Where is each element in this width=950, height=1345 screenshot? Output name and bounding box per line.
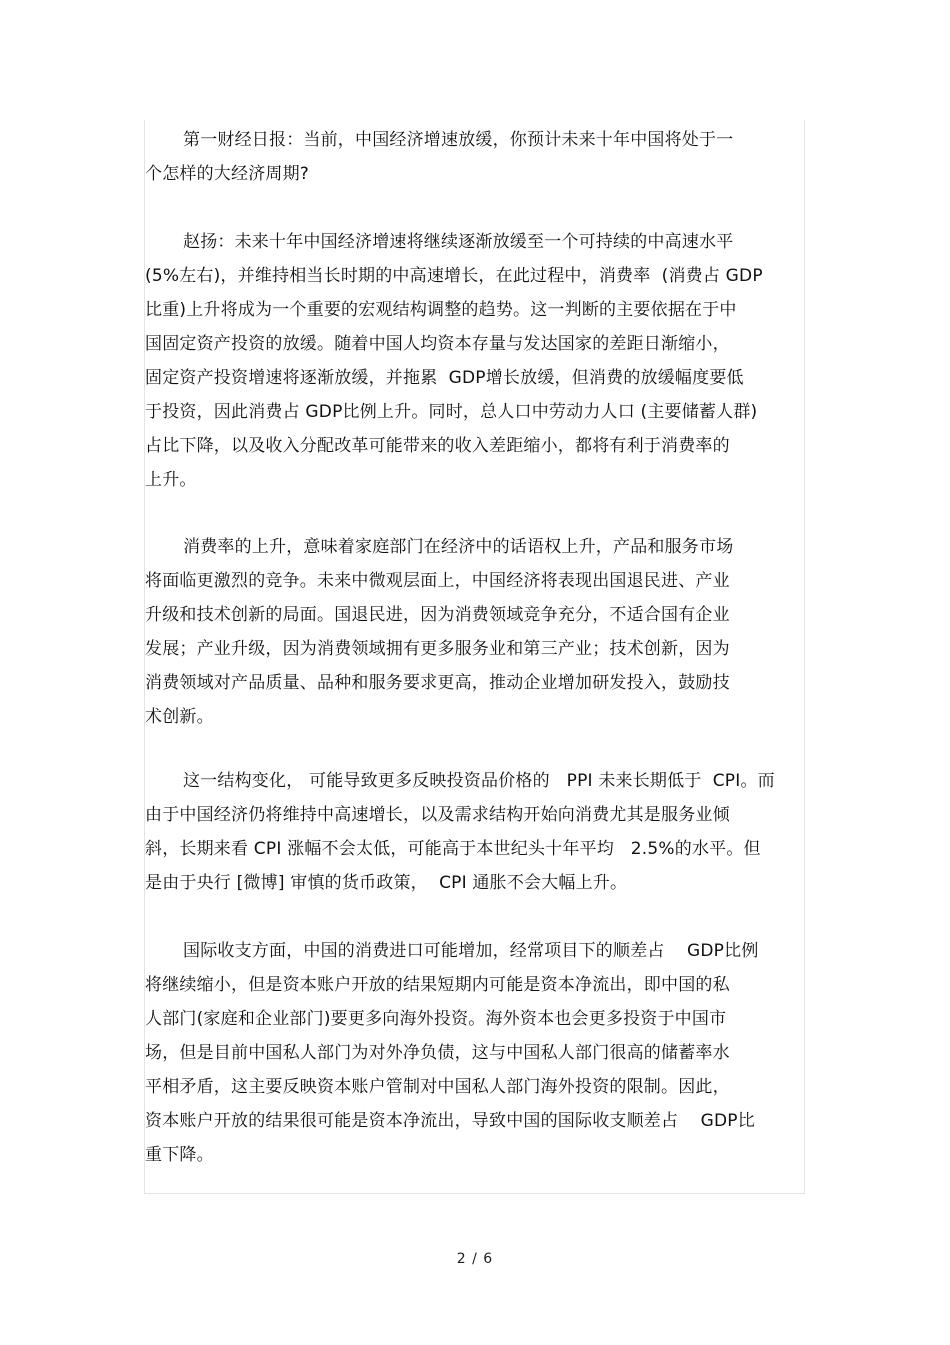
- paragraph-2-line: 国固定资产投资的放缓。随着中国人均资本存量与发达国家的差距日渐缩小，: [145, 334, 730, 354]
- paragraph-2-line: 赵扬：未来十年中国经济增速将继续逐渐放缓至一个可持续的中高速水平: [183, 232, 734, 252]
- paragraph-4-line: 这一结构变化， 可能导致更多反映投资品价格的 PPI 未来长期低于 CPI。而: [183, 771, 775, 791]
- paragraph-5-line: 平相矛盾，这主要反映资本账户管制对中国私人部门海外投资的限制。因此，: [145, 1077, 730, 1097]
- paragraph-1-line: 个怎样的大经济周期?: [145, 164, 310, 184]
- paragraph-5-line: 国际收支方面，中国的消费进口可能增加，经常项目下的顺差占 GDP比例: [183, 941, 759, 961]
- paragraph-5-line: 资本账户开放的结果很可能是资本净流出，导致中国的国际收支顺差占 GDP比: [145, 1111, 755, 1131]
- page-indicator: 2 / 6: [456, 1251, 494, 1267]
- paragraph-1-line: 第一财经日报：当前，中国经济增速放缓，你预计未来十年中国将处于一: [183, 130, 734, 150]
- paragraph-2-line: 固定资产投资增速将逐渐放缓，并拖累 GDP增长放缓，但消费的放缓幅度要低: [145, 368, 744, 388]
- paragraph-3-line: 消费率的上升，意味着家庭部门在经济中的话语权上升，产品和服务市场: [183, 537, 734, 557]
- paragraph-3-line: 消费领域对产品质量、品种和服务要求更高，推动企业增加研发投入，鼓励技: [145, 673, 730, 693]
- paragraph-3-line: 发展；产业升级，因为消费领域拥有更多服务业和第三产业；技术创新，因为: [145, 639, 730, 659]
- paragraph-5-line: 将继续缩小，但是资本账户开放的结果短期内可能是资本净流出，即中国的私: [145, 975, 730, 995]
- paragraph-5-line: 人部门(家庭和企业部门)要更多向海外投资。海外资本也会更多投资于中国市: [145, 1009, 727, 1029]
- paragraph-4-line: 斜，长期来看 CPI 涨幅不会太低，可能高于本世纪头十年平均 2.5%的水平。但: [145, 839, 761, 859]
- paragraph-2-line: 于投资，因此消费占 GDP比例上升。同时，总人口中劳动力人口 (主要储蓄人群): [145, 402, 758, 422]
- paragraph-2-line: 占比下降，以及收入分配改革可能带来的收入差距缩小，都将有利于消费率的: [145, 436, 730, 456]
- paragraph-3-line: 术创新。: [145, 707, 214, 727]
- paragraph-2-line: 比重)上升将成为一个重要的宏观结构调整的趋势。这一判断的主要依据在于中: [145, 300, 737, 320]
- paragraph-4-line: 由于中国经济仍将维持中高速增长，以及需求结构开始向消费尤其是服务业倾: [145, 805, 730, 825]
- paragraph-3-line: 将面临更激烈的竞争。未来中微观层面上，中国经济将表现出国退民进、产业: [145, 571, 730, 591]
- paragraph-3-line: 升级和技术创新的局面。国退民进，因为消费领域竞争充分，不适合国有企业: [145, 605, 730, 625]
- paragraph-4-line: 是由于央行 [微博] 审慎的货币政策， CPI 通胀不会大幅上升。: [145, 873, 628, 893]
- paragraph-2-line: (5%左右)，并维持相当长时期的中高速增长，在此过程中，消费率 (消费占 GDP: [145, 266, 763, 286]
- paragraph-5-line: 重下降。: [145, 1145, 214, 1165]
- paragraph-2-line: 上升。: [145, 470, 197, 490]
- paragraph-5-line: 场，但是目前中国私人部门为对外净负债，这与中国私人部门很高的储蓄率水: [145, 1043, 730, 1063]
